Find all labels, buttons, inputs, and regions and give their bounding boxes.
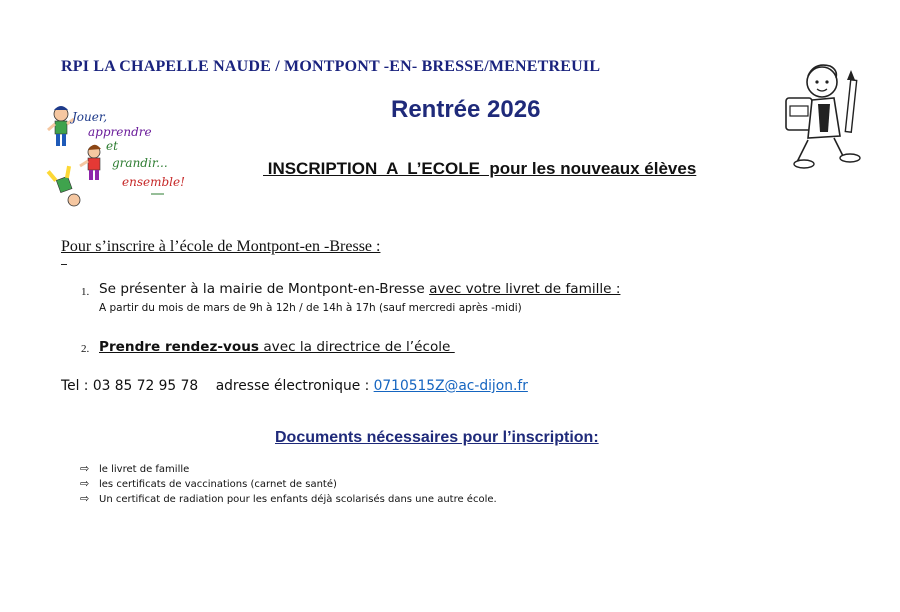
intro-heading: Pour s’inscrire à l’école de Montpont-en -Bresse : (61, 238, 381, 255)
documents-title: Documents nécessaires pour l’inscription: (275, 429, 599, 446)
arrow-right-icon: ⇨ (80, 462, 90, 475)
phone-number: Tel : 03 85 72 95 78 (61, 378, 199, 394)
step-1-detail: A partir du mois de mars de 9h à 12h / de 14h à 17h (sauf mercredi après -midi) (99, 302, 522, 314)
list-marker (61, 264, 67, 265)
logo-slogan-word: Jouer, (72, 110, 108, 124)
document-item: Un certificat de radiation pour les enfants déjà scolarisés dans une autre école. (99, 494, 497, 505)
logo-slogan-word: apprendre (88, 125, 152, 139)
step-1-text (99, 281, 620, 297)
email-label: adresse électronique : (198, 378, 374, 394)
logo-slogan-word: et (106, 139, 118, 153)
step-number: 1. (81, 286, 90, 298)
school-logo (44, 100, 204, 215)
arrow-right-icon: ⇨ (80, 477, 90, 490)
child-figure-icon (47, 166, 80, 206)
list-item (80, 476, 497, 491)
step-2-text (99, 339, 455, 355)
document-item: le livret de famille (99, 464, 190, 475)
page-subtitle: INSCRIPTION A L’ECOLE pour les nouveaux élèves (263, 159, 697, 178)
documents-list (80, 461, 497, 506)
page-title: Rentrée 2026 (391, 96, 541, 123)
child-figure-icon (48, 106, 74, 146)
schoolchild-illustration-icon (778, 58, 870, 176)
logo-slogan-word: grandir... (112, 156, 168, 170)
step-2-rest: avec la directrice de l’école (259, 339, 455, 355)
step-1-plain: Se présenter à la mairie de Montpont-en-Bresse (99, 281, 430, 297)
step-1-underlined: avec votre livret de famille : (429, 281, 621, 297)
child-figure-icon (80, 145, 101, 180)
contact-line (61, 378, 528, 394)
list-item (80, 461, 497, 476)
organization-header: RPI LA CHAPELLE NAUDE / MONTPONT -EN- BRESSE/MENETREUIL (61, 58, 601, 75)
logo-slogan-word: ensemble! (122, 175, 185, 189)
step-number: 2. (81, 343, 90, 355)
document-item: les certificats de vaccinations (carnet de santé) (99, 479, 337, 490)
arrow-right-icon: ⇨ (80, 492, 90, 505)
list-item (80, 491, 497, 506)
step-2-bold: Prendre rendez-vous (99, 339, 260, 355)
email-link[interactable]: 0710515Z@ac-dijon.fr (373, 378, 528, 394)
